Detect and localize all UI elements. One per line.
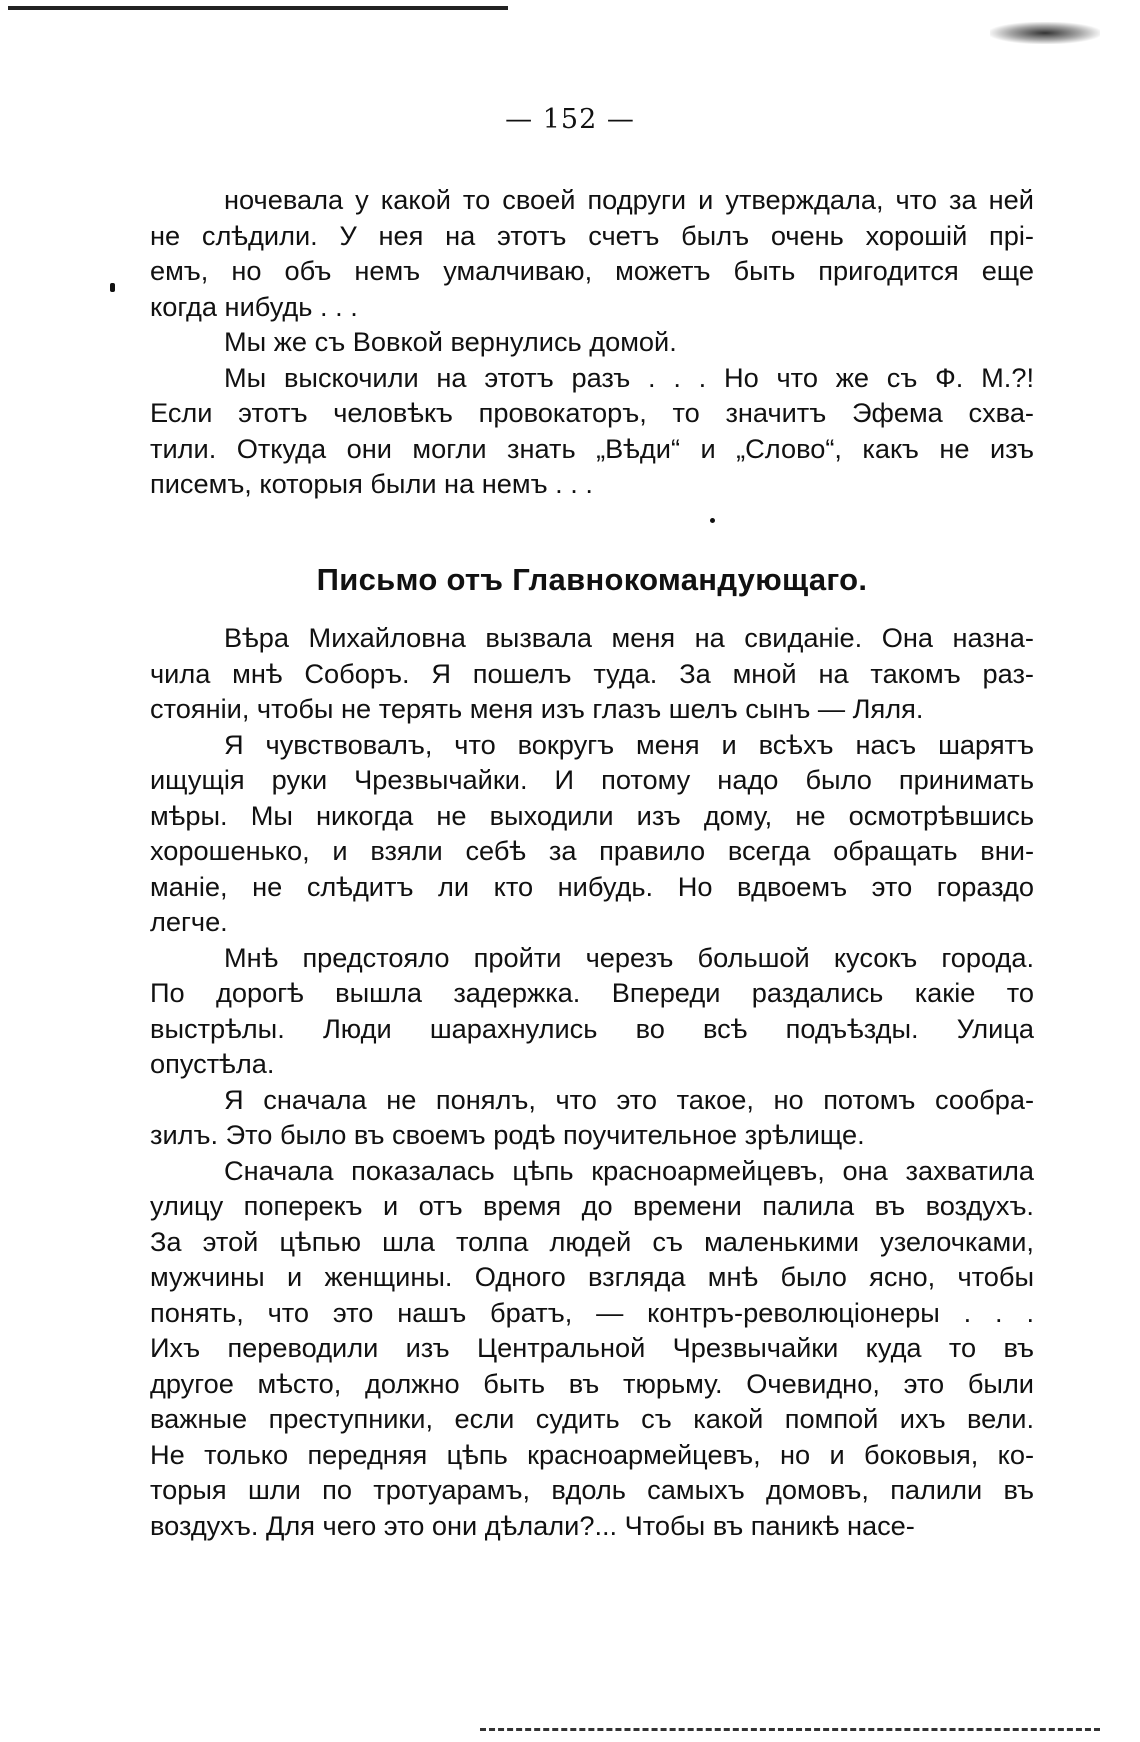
text-line: ищущія руки Чрезвычайки. И потому надо было принимать xyxy=(150,764,1034,795)
ink-dot xyxy=(710,518,715,523)
text-line: другое мѣсто, должно быть въ тюрьму. Очевидно, это были xyxy=(150,1367,1034,1399)
text-line: Если этотъ человѣкъ провокаторъ, то значитъ Эфема схва- xyxy=(150,397,1034,428)
text-line: Мнѣ предстояло пройти черезъ большой кусокъ города. xyxy=(224,941,1034,973)
text-line: Я чувствовалъ, что вокругъ меня и всѣхъ насъ шарятъ xyxy=(224,728,1034,760)
text-line: писемъ, которыя были на немъ . . . xyxy=(150,468,593,499)
text-line: Я сначала не понялъ, что это такое, но потомъ сообра- xyxy=(224,1083,1034,1115)
text-line: легче. xyxy=(150,906,228,937)
text-line: торыя шли по тротуарамъ, вдоль самыхъ домовъ, палили въ xyxy=(150,1474,1034,1505)
text-line: Мы же съ Вовкой вернулись домой. xyxy=(224,326,677,357)
scan-edge-top xyxy=(8,6,508,10)
text-line: За этой цѣпью шла толпа людей съ маленькими узелочками, xyxy=(150,1225,1034,1257)
text-line: улицу поперекъ и отъ время до времени палила въ воздухъ. xyxy=(150,1190,1034,1221)
text-line: ночевала у какой то своей подруги и утверждала, что за ней xyxy=(224,184,1034,215)
text-line: выстрѣлы. Люди шарахнулись во всѣ подъѣзды. Улица xyxy=(150,1012,1034,1044)
text-line: опустѣла. xyxy=(150,1048,275,1079)
text-line: мѣры. Мы никогда не выходили изъ дому, не осмотрѣвшись xyxy=(150,799,1034,831)
text-line: тили. Откуда они могли знать „Вѣди“ и „Слово“, какъ не изъ xyxy=(150,432,1034,464)
text-block-bottom xyxy=(150,620,1034,1543)
text-line: емъ, но объ немъ умалчиваю, можетъ быть пригодится еще xyxy=(150,255,1034,286)
text-line: понять, что это нашъ братъ, — контръ-революціонеры . . . xyxy=(150,1296,1034,1328)
text-line: мужчины и женщины. Одного взгляда мнѣ было ясно, чтобы xyxy=(150,1261,1034,1292)
page-number: — 152 — xyxy=(505,104,635,135)
text-line: чила мнѣ Соборъ. Я пошелъ туда. За мной на такомъ раз- xyxy=(150,657,1034,689)
text-line: Не только передняя цѣпь красноармейцевъ, но и боковыя, ко- xyxy=(150,1438,1034,1470)
text-line: когда нибудь . . . xyxy=(150,290,358,322)
text-line: не слѣдили. У нея на этотъ счетъ былъ очень хорошій прі- xyxy=(150,219,1034,251)
text-line: Сначала показалась цѣпь красноармейцевъ, она захватила xyxy=(224,1154,1034,1186)
section-heading: Письмо отъ Главнокомандующаго. xyxy=(316,562,868,597)
text-line: Ихъ переводили изъ Центральной Чрезвычайки куда то въ xyxy=(150,1332,1034,1363)
text-line: По дорогѣ вышла задержка. Впереди раздались какіе то xyxy=(150,977,1034,1008)
text-line: хорошенько, и взяли себѣ за правило всегда обращать вни- xyxy=(150,835,1034,866)
text-line: воздухъ. Для чего это они дѣлали?... Чтобы въ паникѣ насе- xyxy=(150,1509,915,1541)
text-block-top xyxy=(150,182,1034,502)
text-line: Вѣра Михайловна вызвала меня на свиданіе. Она назна- xyxy=(224,622,1034,653)
text-line: Мы выскочили на этотъ разъ . . . Но что же съ Ф. М.?! xyxy=(224,361,1034,393)
text-line: важные преступники, если судить съ какой помпой ихъ вели. xyxy=(150,1403,1034,1434)
margin-mark xyxy=(110,283,115,292)
text-line: маніе, не слѣдитъ ли кто нибудь. Но вдвоемъ это гораздо xyxy=(150,870,1034,902)
text-line: зилъ. Это было въ своемъ родѣ поучительное зрѣлище. xyxy=(150,1119,865,1150)
scan-smudge xyxy=(990,22,1100,44)
text-line: стояніи, чтобы не терять меня изъ глазъ шелъ сынъ — Ляля. xyxy=(150,693,924,724)
scan-edge-bottom xyxy=(480,1728,1100,1734)
